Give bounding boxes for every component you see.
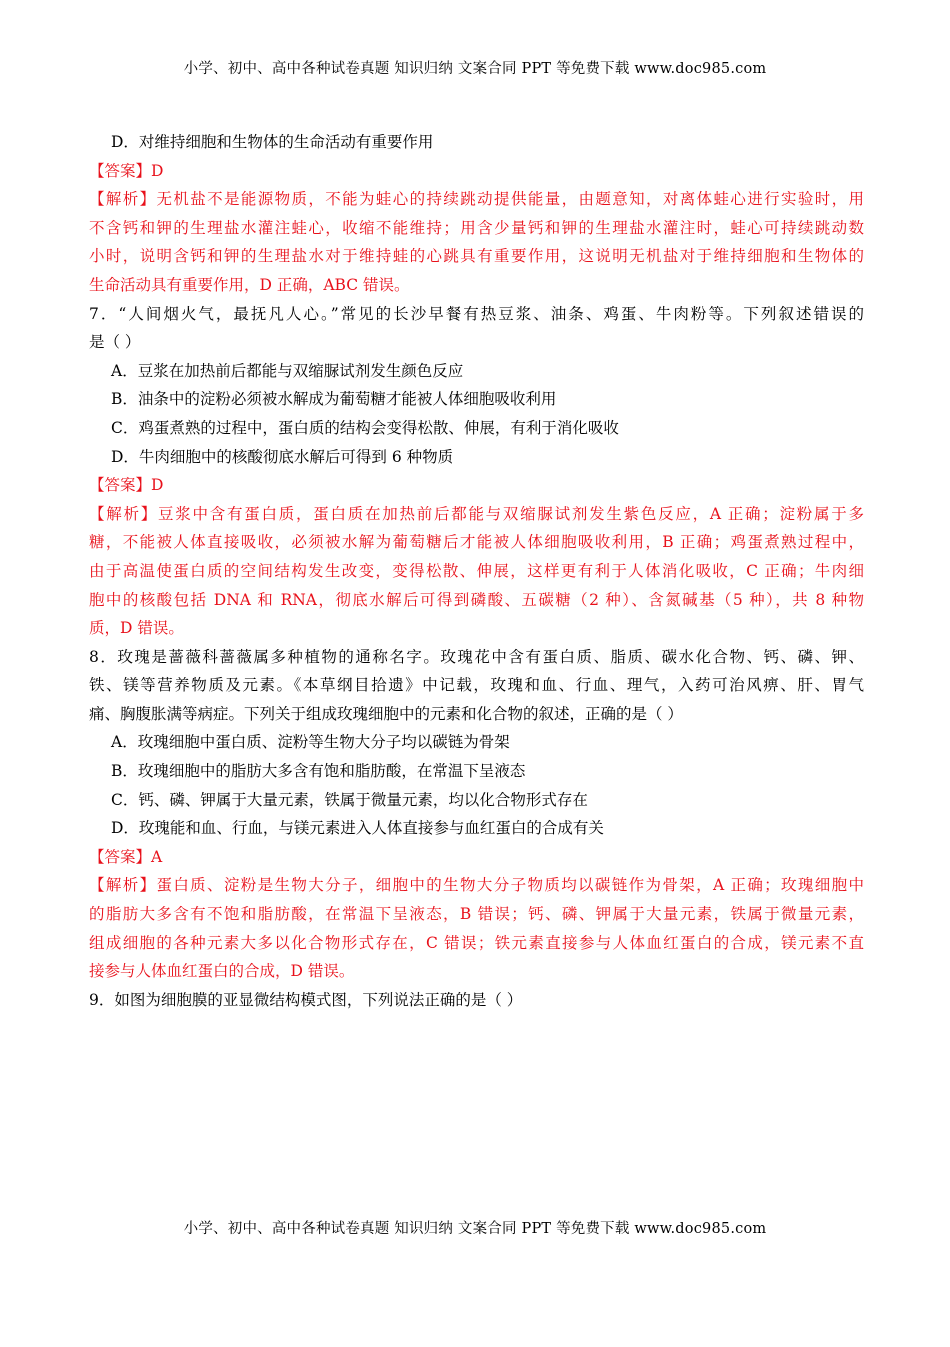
text-line: 【答案】A [89, 847, 163, 866]
text-line: 【解析】豆浆中含有蛋白质，蛋白质在加热前后都能与双缩脲试剂发生紫色反应，A 正确；淀粉属于多 [89, 504, 864, 523]
text-line: 痛、胸腹胀满等病症。下列关于组成玫瑰细胞中的元素和化合物的叙述，正确的是（ ） [89, 704, 683, 723]
text-line: C．鸡蛋煮熟的过程中，蛋白质的结构会变得松散、伸展，有利于消化吸收 [111, 418, 619, 437]
document-body [89, 128, 864, 1014]
text-line: 8．玫瑰是蔷薇科蔷薇属多种植物的通称名字。玫瑰花中含有蛋白质、脂质、碳水化合物、钙、磷、钾、 [89, 647, 864, 666]
text-line: 小时，说明含钙和钾的生理盐水对于维持蛙的心跳具有重要作用，这说明无机盐对于维持细胞和生物体的 [89, 247, 864, 266]
text-line: 质，D 错误。 [89, 619, 184, 638]
text-line: 生命活动具有重要作用，D 正确，ABC 错误。 [89, 275, 410, 294]
page-footer: 小学、初中、高中各种试卷真题 知识归纳 文案合同 PPT 等免费下载 www.doc985.com [183, 1221, 767, 1237]
text-line: 9．如图为细胞膜的亚显微结构模式图，下列说法正确的是（ ） [89, 990, 523, 1009]
text-line: 【解析】蛋白质、淀粉是生物大分子，细胞中的生物大分子物质均以碳链作为骨架，A 正确；玫瑰细胞中 [89, 876, 864, 895]
text-line: A．玫瑰细胞中蛋白质、淀粉等生物大分子均以碳链为骨架 [111, 733, 510, 752]
text-line: D．玫瑰能和血、行血，与镁元素进入人体直接参与血红蛋白的合成有关 [111, 819, 604, 838]
text-line: D．对维持细胞和生物体的生命活动有重要作用 [111, 133, 434, 151]
text-line: 7．“人间烟火气，最抚凡人心。”常见的长沙早餐有热豆浆、油条、鸡蛋、牛肉粉等。下列叙述错误的 [89, 304, 864, 323]
text-line: 接参与人体血红蛋白的合成，D 错误。 [89, 962, 355, 981]
text-line: 【答案】D [89, 161, 164, 180]
text-line: B．油条中的淀粉必须被水解成为葡萄糖才能被人体细胞吸收利用 [111, 390, 557, 409]
text-line: 【解析】无机盐不是能源物质，不能为蛙心的持续跳动提供能量，由题意知，对离体蛙心进行实验时，用 [89, 190, 864, 209]
text-line: 的脂肪大多含有不饱和脂肪酸，在常温下呈液态，B 错误；钙、磷、钾属于大量元素，铁属于微量元素， [89, 905, 864, 924]
text-line: 由于高温使蛋白质的空间结构发生改变，变得松散、伸展，这样更有利于人体消化吸收，C 正确；牛肉细 [89, 561, 864, 580]
text-line: 胞中的核酸包括 DNA 和 RNA，彻底水解后可得到磷酸、五碳糖（2 种）、含氮碱基（5 种），共 8 种物 [89, 590, 864, 609]
text-line: D．牛肉细胞中的核酸彻底水解后可得到 6 种物质 [111, 447, 454, 466]
text-line: B．玫瑰细胞中的脂肪大多含有饱和脂肪酸，在常温下呈液态 [111, 762, 526, 781]
text-line: 是（ ） [89, 333, 141, 352]
text-line: C．钙、磷、钾属于大量元素，铁属于微量元素，均以化合物形式存在 [111, 790, 588, 809]
text-line: A．豆浆在加热前后都能与双缩脲试剂发生颜色反应 [111, 361, 464, 380]
text-line: 糖，不能被人体直接吸收，必须被水解为葡萄糖后才能被人体细胞吸收利用，B 正确；鸡蛋煮熟过程中， [89, 533, 864, 552]
page-header: 小学、初中、高中各种试卷真题 知识归纳 文案合同 PPT 等免费下载 www.doc985.com [183, 61, 767, 77]
text-line: 【答案】D [89, 476, 164, 495]
text-line: 不含钙和钾的生理盐水灌注蛙心，收缩不能维持；用含少量钙和钾的生理盐水灌注时，蛙心可持续跳动数 [89, 218, 864, 237]
text-line: 铁、镁等营养物质及元素。《本草纲目拾遗》中记载，玫瑰和血、行血、理气，入药可治风痹、肝、胃气 [89, 676, 864, 695]
text-line: 组成细胞的各种元素大多以化合物形式存在，C 错误；铁元素直接参与人体血红蛋白的合成，镁元素不直 [89, 933, 864, 952]
